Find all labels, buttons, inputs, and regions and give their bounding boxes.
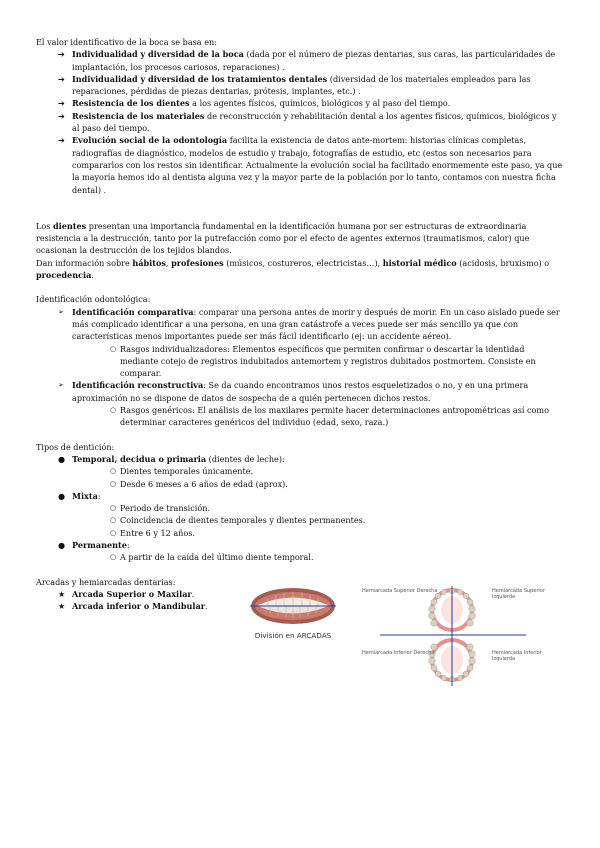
arrow-item [36,97,564,109]
reconstructiva-sub: ○ Rasgos genéricos: El análisis de los maxilares permite hacer determinaciones antropométricas así como determinar caracteres genéricos del individuo (edad, sexo, raza.) [110,405,549,428]
mixta-subitem [36,514,564,526]
label-sup-der: Hemiarcada Superior Derecha [362,588,438,594]
circle-bullet-icon: ○ [110,467,117,476]
triangle-arrow-icon: ➢ [58,381,64,390]
comparativa-sub: ○ Rasgos individualizadores: Elementos específicos que permiten confirmar o descartar la identidad mediante cotejo de registros indubitados antemortem y registros dubitados postmortem. Consiste en comparar. [110,343,536,379]
arcada-suffix: . [205,601,208,612]
permanente-subitem [36,551,564,563]
intro-text: El valor identificativo de la boca se basa en: [36,37,217,47]
arcadas-photo [248,584,338,648]
permanente-sublist [36,551,564,563]
mixta-subitem-text: Entre 6 y 12 años. [120,527,195,538]
mouth-photo-image [248,584,338,628]
dot-bullet-icon: ● [58,539,66,550]
arrow-item-text: facilita la existencia de datos ante-mortem: historias clínicas completas, radiografías de diagnóstico, modelos de estudio y trabajo, fotografías de estudio, etc (estos son necesarios para compararlos con los restos sin identificar. Actualmente la evolución social ha facilitado enormemente este paso, ya que la mayoría hemos ido al dentista alguna vez y la mayor parte de la población por lo tanto, contamos con nuestra ficha dental) . [72,135,563,195]
arrow-item-text: a los agentes físicos, químicos, biológicos y al paso del tiempo. [189,98,451,109]
star-icon: ★ [58,588,66,599]
temporal-subitem [36,465,564,477]
label-sup-izq: Hemiarcada Superior Izquierda [492,588,545,600]
arrow-item [36,134,564,195]
arrow-list [36,48,564,196]
permanente-subitem-text: A partir de la caída del último diente temporal. [120,552,314,563]
temporal-subitem-text: Dientes temporales únicamente. [120,466,254,477]
arrow-icon: ➔ [58,110,65,121]
mixta-subitem [36,502,564,514]
arrow-item-text: (diversidad de los materiales empleados para las reparaciones, pérdidas de piezas dentarias, prótesis, implantes, etc.) . [72,73,531,97]
comparativa-item: ➢ Identificación comparativa: comparar una persona antes de morir y después de morir. En un caso aislado puede ser más complicado identificar a una persona, en una gran catástrofe a veces puede ser más sencillo ya que con características menos importantes puede ser más fácil identificarlo (ej: un accidente aéreo). [58,306,560,342]
arrow-item [36,73,564,98]
arcadas-title: Arcadas y hemiarcadas dentarias: [36,576,176,587]
permanente-item: ● Permanente: [58,539,130,550]
arrow-item-bold: Evolución social de la odontología [72,135,228,146]
arrow-icon: ➔ [58,73,65,84]
arrow-item-bold: Resistencia de los dientes [72,98,190,109]
mixta-subitem-text: Periodo de transición. [120,503,211,514]
arrow-icon: ➔ [58,98,65,109]
circle-bullet-icon: ○ [110,479,117,488]
dientes-paragraph: Los dientes presentan una importancia fundamental en la identificación humana por ser estructuras de extraordinaria resistencia a la destrucción, tanto por la putrefacción como por el efecto de agentes externos (traumatismos, calor) que ocasionan la destrucción de los tejidos blandos. [36,220,530,256]
arrow-item-text: de reconstrucción y rehabilitación dental a los agentes físicos, químicos, biológicos y al paso del tiempo. [72,110,557,134]
ident-title: Identificación odontológica: [36,294,151,305]
mixta-sublist [36,502,564,539]
arrow-icon: ➔ [58,135,65,146]
mixta-subitem [36,527,564,539]
temporal-subitem [36,478,564,490]
circle-bullet-icon: ○ [110,406,117,415]
arrow-item-bold: Resistencia de los materiales [72,110,205,121]
circle-bullet-icon: ○ [110,504,117,513]
arrow-item-bold: Individualidad y diversidad de los tratamientos dentales [72,73,328,84]
arcada-name: Arcada inferior o Mandibular [72,601,206,612]
arch-diagram-svg [358,586,558,694]
label-inf-der: Hemiarcada Inferior Derecha [362,650,435,656]
arrow-item-text: (dada por el número de piezas dentarias, sus caras, las particularidades de implantación, los procesos cariosos, reparaciones) . [72,49,556,72]
dot-bullet-icon: ● [58,453,66,464]
mixta-subitem-text: Coincidencia de dientes temporales y dientes permanentes. [120,515,366,526]
arrow-item [36,110,564,135]
circle-bullet-icon: ○ [110,516,117,525]
star-icon: ★ [58,601,66,612]
label-inf-izq: Hemiarcada Inferior Izquierda [492,650,542,662]
mixta-item: ● Mixta: [58,490,101,501]
circle-bullet-icon: ○ [110,344,117,353]
photo-caption: División en ARCADAS [254,631,332,640]
hemiarcadas-diagram [358,586,558,694]
temporal-subitem-text: Desde 6 meses a 6 años de edad (aprox). [120,478,288,489]
temporal-sublist [36,465,564,490]
tipos-title: Tipos de dentición: [36,441,115,452]
reconstructiva-item: ➢ Identificación reconstructiva: Se da cuando encontramos unos restos esqueletizados o no, y en una primera aproximación no se dispone de datos de sospecha de a quién pertenecen dichos restos. [58,380,529,403]
arrow-item-bold: Individualidad y diversidad de la boca [72,49,244,60]
intro-section [36,36,564,612]
triangle-arrow-icon: ➢ [58,307,64,316]
temporal-item: ● Temporal, decidua o primaria (dientes de leche): [58,453,285,464]
arcada-suffix: . [191,588,195,599]
circle-bullet-icon: ○ [110,528,117,537]
dot-bullet-icon: ● [58,490,66,501]
info-paragraph: Dan información sobre hábitos, profesiones (músicos, costureros, electricistas…), historial médico (acidosis, bruxismo) o procedencia. [36,257,550,281]
arrow-icon: ➔ [58,49,65,60]
arrow-item [36,48,564,73]
circle-bullet-icon: ○ [110,553,117,562]
arcada-name: Arcada Superior o Maxilar [72,588,192,599]
